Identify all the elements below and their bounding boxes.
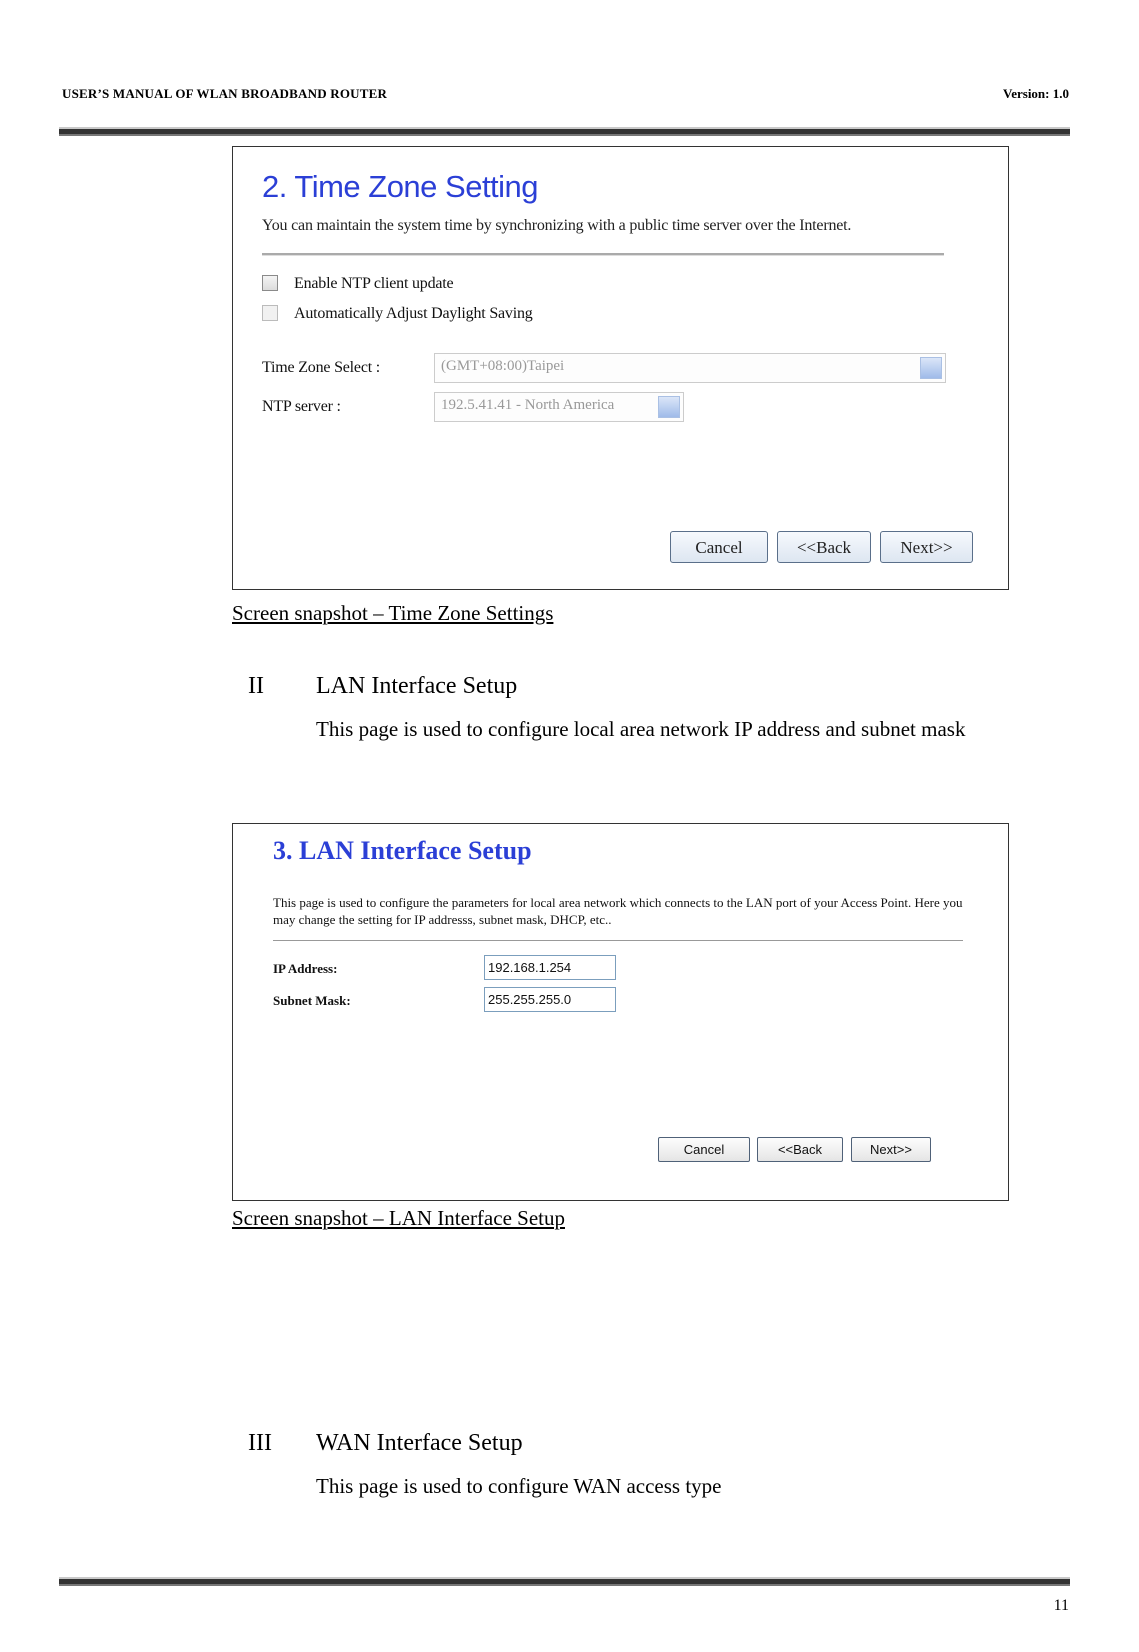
back-button[interactable]: <<Back: [757, 1137, 843, 1162]
dropdown-arrow-icon[interactable]: [920, 357, 942, 379]
next-button[interactable]: Next>>: [880, 531, 973, 563]
header-rule: [59, 127, 1070, 136]
daylight-saving-checkbox[interactable]: [262, 305, 278, 321]
cancel-button[interactable]: Cancel: [670, 531, 768, 563]
lan-title: 3. LAN Interface Setup: [273, 836, 532, 865]
timezone-select[interactable]: [434, 353, 946, 383]
section-number: III: [248, 1430, 272, 1456]
caption-timezone: Screen snapshot – Time Zone Settings: [232, 601, 554, 625]
ip-address-label: IP Address:: [273, 961, 338, 976]
subnet-mask-label: Subnet Mask:: [273, 993, 351, 1008]
daylight-saving-label: Automatically Adjust Daylight Saving: [294, 305, 533, 322]
ntp-server-value: 192.5.41.41 - North America: [441, 397, 615, 413]
back-button[interactable]: <<Back: [777, 531, 871, 563]
version-label: Version: 1.0: [1003, 86, 1069, 101]
caption-lan: Screen snapshot – LAN Interface Setup: [232, 1206, 565, 1230]
ntp-server-select[interactable]: [434, 392, 684, 422]
timezone-select-label: Time Zone Select :: [262, 359, 381, 376]
section-title: WAN Interface Setup: [316, 1430, 523, 1456]
timezone-description: You can maintain the system time by synchronizing with a public time server over the Internet.: [262, 217, 852, 234]
enable-ntp-checkbox[interactable]: [262, 275, 278, 291]
subnet-mask-input[interactable]: 255.255.255.0: [484, 987, 616, 1012]
dropdown-arrow-icon[interactable]: [658, 396, 680, 418]
lan-description: This page is used to configure the parameters for local area network which connects to the LAN port of your Access Point. Here you may change the setting for IP addresss, subnet mask, DHCP, etc..: [273, 895, 963, 927]
timezone-select-value: (GMT+08:00)Taipei: [441, 358, 565, 374]
timezone-title: 2. Time Zone Setting: [262, 169, 539, 204]
section-number: II: [248, 673, 264, 699]
next-button[interactable]: Next>>: [851, 1137, 931, 1162]
ntp-server-label: NTP server :: [262, 398, 341, 415]
timezone-screenshot: [232, 146, 1009, 590]
section-text: This page is used to configure WAN access type: [316, 1474, 722, 1498]
section-title: LAN Interface Setup: [316, 673, 518, 699]
footer-rule: [59, 1577, 1070, 1586]
enable-ntp-label: Enable NTP client update: [294, 275, 454, 292]
lan-divider: [273, 940, 963, 941]
page-number: 11: [1053, 1597, 1069, 1614]
manual-title: USER’S MANUAL OF WLAN BROADBAND ROUTER: [62, 86, 388, 101]
lan-screenshot: [232, 823, 1009, 1201]
section-text: This page is used to configure local area network IP address and subnet mask: [316, 717, 966, 741]
cancel-button[interactable]: Cancel: [658, 1137, 750, 1162]
timezone-divider: [262, 253, 944, 256]
ip-address-input[interactable]: 192.168.1.254: [484, 955, 616, 980]
